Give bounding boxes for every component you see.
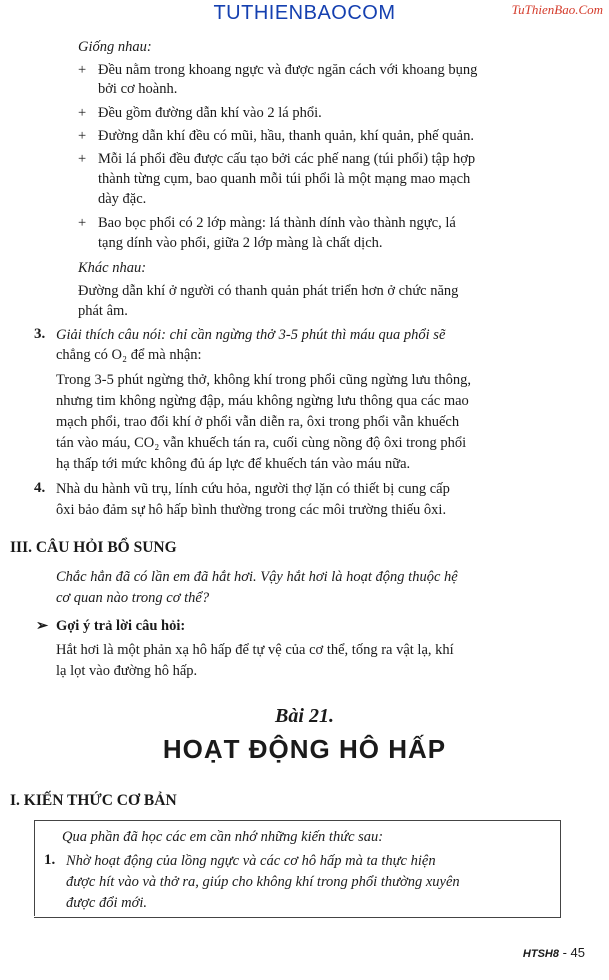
knowledge-box-left-border <box>34 820 35 916</box>
similarity-2-line-1: Đều gồm đường dẫn khí vào 2 lá phổi. <box>98 105 322 121</box>
bullet-icon: + <box>78 128 87 144</box>
section-3-question-line-1: Chắc hẳn đã có lần em đã hắt hơi. Vậy hắt hơi là hoạt động thuộc hệ <box>56 569 458 585</box>
q3-number: 3. <box>34 326 46 342</box>
q3-answer-line-1: Trong 3-5 phút ngừng thở, không khí trong phổi cũng ngừng lưu thông, <box>56 372 471 388</box>
similarity-1-line-2: bởi cơ hoành. <box>98 81 178 97</box>
similarity-4-line-1: Mỗi lá phổi đều được cấu tạo bởi các phế nang (túi phổi) tập hợp <box>98 151 476 167</box>
knowledge-item-number: 1. <box>44 852 56 868</box>
similarities-label: Giống nhau: <box>78 39 152 55</box>
knowledge-item-line-2: được hít vào và thở ra, giúp cho không khí trong phổi thường xuyên <box>66 874 460 890</box>
similarity-5-line-1: Bao bọc phổi có 2 lớp màng: lá thành dính vào thành ngực, lá <box>98 215 456 231</box>
bullet-icon: + <box>78 105 87 121</box>
knowledge-item-line-1: Nhờ hoạt động của lồng ngực và các cơ hô hấp mà ta thực hiện <box>66 853 436 869</box>
bullet-icon: + <box>78 215 87 231</box>
differences-line-2: phát âm. <box>78 303 128 319</box>
knowledge-intro: Qua phần đã học các em cần nhớ những kiến thức sau: <box>62 829 384 845</box>
q4-line-2: ôxi bảo đảm sự hô hấp bình thường trong các môi trường thiếu ôxi. <box>56 502 447 518</box>
q3-question-line-2: chẳng có O₂ để mà nhận: <box>56 347 202 363</box>
site-logo: TuThienBao.Com <box>511 2 603 17</box>
similarity-4-line-3: dày đặc. <box>98 191 147 207</box>
q3-answer-line-2: nhưng tim không ngừng đập, máu không ngừng lưu thông qua các mao <box>56 393 469 409</box>
page-number: - 45 <box>562 945 585 960</box>
differences-label: Khác nhau: <box>78 260 147 276</box>
bullet-icon: + <box>78 151 87 167</box>
hint-arrow-icon: ➢ <box>36 618 49 634</box>
q3-question-line-1: Giải thích câu nói: chỉ cần ngừng thở 3-5 phút thì máu qua phổi sẽ <box>56 327 446 343</box>
similarity-5-line-2: tạng dính vào phổi, giữa 2 lớp màng là chất dịch. <box>98 235 383 251</box>
book-code: HTSH8 <box>522 948 559 960</box>
hint-label: Gợi ý trả lời câu hỏi: <box>56 618 186 634</box>
bullet-icon: + <box>78 62 87 78</box>
section-3-question-line-2: cơ quan nào trong cơ thể? <box>56 590 210 606</box>
similarity-3-line-1: Đường dẫn khí đều có mũi, hầu, thanh quản, khí quản, phế quản. <box>98 128 474 144</box>
q4-line-1: Nhà du hành vũ trụ, lính cứu hỏa, người thợ lặn có thiết bị cung cấp <box>56 481 450 497</box>
q3-answer-line-3: mạch phổi, trao đổi khí ở phổi vẫn diễn ra, ôxi trong phổi vẫn khuếch <box>56 414 460 430</box>
differences-line-1: Đường dẫn khí ở người có thanh quản phát triển hơn ở chức năng <box>78 283 459 299</box>
q3-answer-line-5: hạ thấp tới mức không đủ áp lực để khuếch tán vào máu nữa. <box>56 456 411 472</box>
lesson-number: Bài 21. <box>275 705 334 727</box>
section-3-heading: III. CÂU HỎI BỔ SUNG <box>10 539 177 556</box>
q3-answer-line-4: tán vào máu, CO₂ vẫn khuếch tán ra, cuối cùng nồng độ ôxi trong phổi <box>56 435 467 451</box>
q4-number: 4. <box>34 480 46 496</box>
similarity-1-line-1: Đều nằm trong khoang ngực và được ngăn cách với khoang bụng <box>98 62 478 78</box>
lesson-title: HOẠT ĐỘNG HÔ HẤP <box>162 734 447 764</box>
knowledge-item-line-3: được đổi mới. <box>66 895 147 911</box>
similarity-4-line-2: thành từng cụm, bao quanh mỗi túi phổi là một mạng mao mạch <box>98 171 471 187</box>
section-3-answer-line-1: Hắt hơi là một phản xạ hô hấp để tự vệ của cơ thể, tống ra vật lạ, khí <box>56 642 454 658</box>
section-3-answer-line-2: lạ lọt vào đường hô hấp. <box>56 663 198 679</box>
site-header-title: TUTHIENBAOCOM <box>213 2 396 24</box>
section-1-heading: I. KIẾN THỨC CƠ BẢN <box>10 792 177 809</box>
page-footer <box>523 945 585 960</box>
